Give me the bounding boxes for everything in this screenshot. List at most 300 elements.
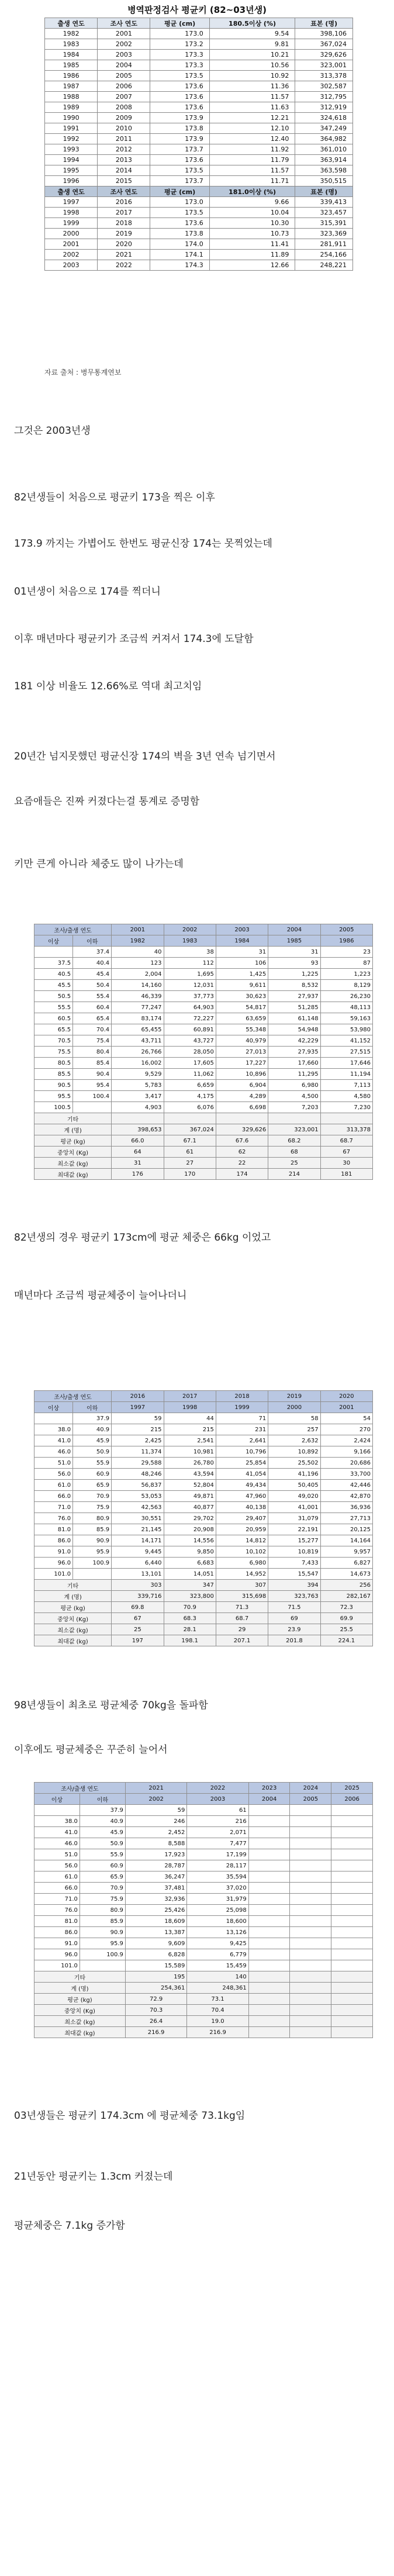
table-cell: 248,361 (187, 1983, 248, 1994)
table-cell: 11.79 (209, 155, 295, 165)
table-row (34, 1883, 373, 1894)
table-cell (331, 1805, 373, 1816)
table-cell: 56,837 (112, 1480, 164, 1491)
table-cell: 72.3 (320, 1602, 372, 1613)
table-cell: 43,711 (112, 1035, 164, 1047)
table-cell: 1997 (45, 197, 98, 208)
column-header: 평균 (cm) (150, 18, 209, 29)
column-header: 출생 연도 (45, 18, 98, 29)
table-cell (331, 1949, 373, 1960)
table-row (45, 239, 353, 250)
table-cell: 66.0 (112, 1135, 164, 1147)
table-row-other (34, 1580, 373, 1591)
column-header: 표본 (명) (295, 187, 353, 197)
table-row (34, 1805, 373, 1816)
table-row (34, 969, 373, 980)
column-header: 이상 (34, 935, 73, 947)
table-cell: 2,452 (125, 1827, 186, 1838)
table-cell: 31 (216, 947, 268, 958)
table-cell: 12,031 (164, 980, 216, 991)
row-label: 기타 (34, 1580, 112, 1591)
table-cell: 53,053 (112, 1491, 164, 1502)
table-cell: 2,424 (320, 1435, 372, 1446)
table-cell (248, 1994, 290, 2005)
table-row (34, 1546, 373, 1558)
paragraph: 173.9 까지는 가볍어도 한번도 평균신장 174는 못찍었는데 (14, 538, 272, 550)
table-cell: 25,854 (216, 1458, 268, 1469)
table-cell: 61,148 (268, 1013, 320, 1024)
table-cell: 2005 (98, 71, 150, 81)
table-row-total (34, 1591, 373, 1602)
table-cell: 173.6 (150, 81, 209, 92)
table-cell: 76.0 (34, 1905, 80, 1916)
table-cell: 1,695 (164, 969, 216, 980)
table-cell (331, 1838, 373, 1849)
table-cell: 59,163 (320, 1013, 372, 1024)
table-cell: 2,071 (187, 1827, 248, 1838)
table-row (45, 197, 353, 208)
table-cell (216, 1113, 268, 1124)
table-row (45, 123, 353, 134)
table-cell: 49,871 (164, 1491, 216, 1502)
table-cell: 65,455 (112, 1024, 164, 1035)
table-cell: 2022 (98, 260, 150, 271)
table-cell: 55.5 (34, 1002, 73, 1013)
table-cell: 72,227 (164, 1013, 216, 1024)
table-cell: 347 (164, 1580, 216, 1591)
table-cell: 323,457 (295, 208, 353, 218)
table-cell (248, 1871, 290, 1883)
table-cell: 198.1 (164, 1635, 216, 1646)
table-cell: 9.66 (209, 197, 295, 208)
table-cell (248, 1916, 290, 1927)
column-header: 2023 (248, 1783, 290, 1794)
column-header: 표본 (명) (295, 18, 353, 29)
table-cell: 2021 (98, 250, 150, 260)
paragraph: 이후에도 평균체중은 꾸준히 늘어서 (14, 1744, 168, 1756)
table-row (34, 1558, 373, 1569)
table-cell: 49,020 (268, 1491, 320, 1502)
row-label: 최대값 (kg) (34, 1169, 112, 1180)
table-cell: 64 (112, 1147, 164, 1158)
table-row (45, 155, 353, 165)
table-cell: 42,870 (320, 1491, 372, 1502)
table-cell: 27,937 (268, 991, 320, 1002)
table-cell (290, 1916, 331, 1927)
table-cell: 80.9 (80, 1905, 125, 1916)
table-row (34, 1960, 373, 1971)
table-cell: 10,892 (268, 1446, 320, 1458)
table-cell: 1992 (45, 134, 98, 144)
column-header: 2003 (187, 1794, 248, 1805)
table-row (34, 1069, 373, 1080)
column-header: 2004 (268, 924, 320, 935)
table-cell: 50.5 (34, 991, 73, 1002)
table-row (45, 229, 353, 239)
table-cell: 71.3 (216, 1602, 268, 1613)
weight-table-1982-1986 (34, 924, 373, 1180)
table-cell: 7,230 (320, 1102, 372, 1113)
table-cell: 17,199 (187, 1849, 248, 1860)
table-row (34, 1894, 373, 1905)
table-cell: 51.0 (34, 1849, 80, 1860)
table-row (34, 1524, 373, 1535)
table-cell: 10.04 (209, 208, 295, 218)
table-row (34, 1569, 373, 1580)
table-cell: 90.5 (34, 1080, 73, 1091)
table-cell: 60.5 (34, 1013, 73, 1024)
table-cell: 23 (320, 947, 372, 958)
table-cell: 8,129 (320, 980, 372, 991)
table-row (45, 176, 353, 187)
table-cell: 36,936 (320, 1502, 372, 1513)
table-cell: 67.6 (216, 1135, 268, 1147)
table-cell: 282,167 (320, 1591, 372, 1602)
table-cell (248, 1860, 290, 1871)
table-cell: 41,196 (268, 1469, 320, 1480)
table-cell: 1,223 (320, 969, 372, 980)
table-cell: 42,229 (268, 1035, 320, 1047)
table-cell: 173.3 (150, 60, 209, 71)
table-cell: 61.0 (34, 1480, 73, 1491)
table-cell: 11.92 (209, 144, 295, 155)
table-cell: 1999 (45, 218, 98, 229)
table-cell: 83,174 (112, 1013, 164, 1024)
table-row-total (34, 1124, 373, 1135)
row-label: 계 (명) (34, 1124, 112, 1135)
paragraph: 82년생의 경우 평균키 173cm에 평균 체중은 66kg 이었고 (14, 1232, 271, 1244)
table-cell: 339,413 (295, 197, 353, 208)
table-cell: 2000 (45, 229, 98, 239)
table-row-stat (34, 1158, 373, 1169)
table-cell: 25,098 (187, 1905, 248, 1916)
column-header: 1998 (164, 1402, 216, 1413)
table-cell (331, 2005, 373, 2016)
table-cell: 398,106 (295, 29, 353, 39)
paragraph: 요즘애들은 진짜 커졌다는걸 통계로 증명함 (14, 796, 200, 807)
table-cell: 21,145 (112, 1524, 164, 1535)
table-row (34, 1838, 373, 1849)
table-row (34, 1413, 373, 1424)
table-cell: 41.0 (34, 1435, 73, 1446)
table-cell: 25,426 (125, 1905, 186, 1916)
table-cell: 174 (216, 1169, 268, 1180)
table-cell: 2019 (98, 229, 150, 239)
table-cell (331, 1860, 373, 1871)
table-row-stat (34, 2016, 373, 2027)
table-cell (290, 1971, 331, 1983)
table-cell: 315,391 (295, 218, 353, 229)
table-cell: 41,054 (216, 1469, 268, 1480)
table-cell: 70.5 (34, 1035, 73, 1047)
table-cell: 25,502 (268, 1458, 320, 1469)
table-cell: 101.0 (34, 1960, 80, 1971)
table-cell: 11.41 (209, 239, 295, 250)
table-cell (331, 1883, 373, 1894)
table-cell: 14,673 (320, 1569, 372, 1580)
table-cell (290, 2016, 331, 2027)
table-cell: 18,600 (187, 1916, 248, 1927)
table-cell (290, 1927, 331, 1938)
paragraph: 98년생들이 최초로 평균체중 70kg을 돌파함 (14, 1700, 208, 1711)
table-cell: 7,203 (268, 1102, 320, 1113)
table-cell: 20,908 (164, 1524, 216, 1535)
table-cell: 61 (164, 1147, 216, 1158)
table-cell: 9.54 (209, 29, 295, 39)
table-cell: 173.8 (150, 229, 209, 239)
table-row (34, 958, 373, 969)
table-cell: 17,646 (320, 1058, 372, 1069)
table-cell: 173.0 (150, 29, 209, 39)
table-cell: 254,361 (125, 1983, 186, 1994)
table-cell: 95.4 (73, 1080, 112, 1091)
table-cell: 4,903 (112, 1102, 164, 1113)
table-cell: 224.1 (320, 1635, 372, 1646)
table-cell: 30,623 (216, 991, 268, 1002)
table-cell: 10.21 (209, 50, 295, 60)
table-cell: 100.5 (34, 1102, 73, 1113)
table-cell: 50.9 (80, 1838, 125, 1849)
table-cell: 10,102 (216, 1546, 268, 1558)
table-cell (248, 1827, 290, 1838)
row-label: 최소값 (kg) (34, 2016, 126, 2027)
table-cell: 256 (320, 1580, 372, 1591)
table-cell: 48,113 (320, 1002, 372, 1013)
table-row (34, 1949, 373, 1960)
table-cell: 76.0 (34, 1513, 73, 1524)
table-cell: 215 (164, 1424, 216, 1435)
table-cell: 216 (187, 1816, 248, 1827)
column-header: 2016 (112, 1391, 164, 1402)
table-cell: 2001 (98, 29, 150, 39)
table-cell (34, 1805, 80, 1816)
table-cell: 2,641 (216, 1435, 268, 1446)
table-cell: 37.9 (73, 1413, 112, 1424)
row-label: 최소값 (kg) (34, 1624, 112, 1635)
source-note: 자료 출처 : 병무통계연보 (44, 368, 122, 377)
table-cell: 2010 (98, 123, 150, 134)
table-cell: 367,024 (295, 39, 353, 50)
table-cell: 215 (112, 1424, 164, 1435)
column-header: 1984 (216, 935, 268, 947)
table-cell (290, 1938, 331, 1949)
table-cell: 26,230 (320, 991, 372, 1002)
table-cell: 246 (125, 1816, 186, 1827)
table-cell: 270 (320, 1424, 372, 1435)
table-cell (331, 1916, 373, 1927)
table-cell: 60.4 (73, 1002, 112, 1013)
table-row (34, 1927, 373, 1938)
table-cell: 1996 (45, 176, 98, 187)
table-cell: 6,779 (187, 1949, 248, 1960)
table-row-stat (34, 1624, 373, 1635)
table-row-stat (34, 1135, 373, 1147)
table-cell: 6,980 (216, 1558, 268, 1569)
table-cell: 6,828 (125, 1949, 186, 1960)
table-cell: 1991 (45, 123, 98, 134)
table-cell: 2018 (98, 218, 150, 229)
table-cell: 90.4 (73, 1069, 112, 1080)
table-cell: 65.5 (34, 1024, 73, 1035)
table-cell (290, 1827, 331, 1838)
table-cell: 1987 (45, 81, 98, 92)
column-header: 2000 (268, 1402, 320, 1413)
table-cell: 26,780 (164, 1458, 216, 1469)
table-cell: 80.9 (73, 1513, 112, 1524)
table-cell: 195 (125, 1971, 186, 1983)
column-header: 2022 (187, 1783, 248, 1794)
table-cell: 42,563 (112, 1502, 164, 1513)
table-cell: 54,948 (268, 1024, 320, 1035)
table-cell: 10.30 (209, 218, 295, 229)
table-cell: 25.5 (320, 1624, 372, 1635)
table-cell: 10.56 (209, 60, 295, 71)
table-cell: 216.9 (125, 2027, 186, 2038)
table-cell: 85.9 (73, 1524, 112, 1535)
table-cell: 70.9 (80, 1883, 125, 1894)
table-cell: 2002 (45, 250, 98, 260)
table-cell: 45.5 (34, 980, 73, 991)
table-cell: 100.9 (73, 1558, 112, 1569)
table-cell: 4,175 (164, 1091, 216, 1102)
table-row-total (34, 1983, 373, 1994)
table-cell: 254,166 (295, 250, 353, 260)
table-row (45, 250, 353, 260)
table-cell (248, 2005, 290, 2016)
table-cell: 1993 (45, 144, 98, 155)
column-header: 2024 (290, 1783, 331, 1794)
column-header: 조사/출생 연도 (34, 924, 112, 935)
table-cell: 1985 (45, 60, 98, 71)
table-cell: 70.3 (125, 2005, 186, 2016)
table-cell: 2017 (98, 208, 150, 218)
table-row (34, 1491, 373, 1502)
table-cell: 2009 (98, 113, 150, 123)
table-cell: 8,588 (125, 1838, 186, 1849)
table-cell (290, 1994, 331, 2005)
table-row (34, 991, 373, 1002)
table-row (45, 134, 353, 144)
table-row (34, 1916, 373, 1927)
table-cell: 27,013 (216, 1047, 268, 1058)
table-cell: 339,716 (112, 1591, 164, 1602)
table-cell: 51.0 (34, 1458, 73, 1469)
table-cell: 17,923 (125, 1849, 186, 1860)
table-cell: 13,387 (125, 1927, 186, 1938)
table-cell: 50.4 (73, 980, 112, 991)
column-header: 2025 (331, 1783, 373, 1794)
table-cell: 37,773 (164, 991, 216, 1002)
table-cell: 174.1 (150, 250, 209, 260)
table-cell: 70.4 (73, 1024, 112, 1035)
table-cell: 329,626 (216, 1124, 268, 1135)
table-cell: 2001 (45, 239, 98, 250)
table-row (34, 1860, 373, 1871)
column-header: 2017 (164, 1391, 216, 1402)
table-cell: 22,191 (268, 1524, 320, 1535)
column-header: 2004 (248, 1794, 290, 1805)
table-cell: 40 (112, 947, 164, 958)
table-cell: 41,001 (268, 1502, 320, 1513)
table-cell: 307 (216, 1580, 268, 1591)
table-cell: 56.0 (34, 1860, 80, 1871)
table-cell: 71.5 (268, 1602, 320, 1613)
table-cell: 2015 (98, 176, 150, 187)
table-cell: 13,101 (112, 1569, 164, 1580)
table-row (45, 71, 353, 81)
table-cell: 55.9 (80, 1849, 125, 1860)
table-cell: 90.9 (73, 1535, 112, 1546)
table-cell: 11.71 (209, 176, 295, 187)
table-row (34, 1513, 373, 1524)
table-cell: 16,002 (112, 1058, 164, 1069)
table-cell: 363,598 (295, 165, 353, 176)
row-label: 최대값 (kg) (34, 2027, 126, 2038)
table-cell: 12.66 (209, 260, 295, 271)
table-cell (290, 1849, 331, 1860)
table-cell: 313,378 (295, 71, 353, 81)
table-cell: 12.21 (209, 113, 295, 123)
table-cell: 10.73 (209, 229, 295, 239)
column-header: 1997 (112, 1402, 164, 1413)
table-row (34, 1013, 373, 1024)
table-cell: 50,405 (268, 1480, 320, 1491)
table-cell: 9,850 (164, 1546, 216, 1558)
table-cell: 173.6 (150, 92, 209, 102)
table-cell: 38.0 (34, 1816, 80, 1827)
table-cell: 56.0 (34, 1469, 73, 1480)
table-cell: 60,891 (164, 1024, 216, 1035)
table-cell: 40.9 (73, 1424, 112, 1435)
table-cell: 9,529 (112, 1069, 164, 1080)
table-cell: 11.57 (209, 92, 295, 102)
table-row-stat (34, 1169, 373, 1180)
table-row-stat (34, 1613, 373, 1624)
table-cell: 11.89 (209, 250, 295, 260)
paragraph: 그것은 2003년생 (14, 425, 91, 437)
paragraph: 매년마다 조금씩 평균체중이 늘어나더니 (14, 1290, 187, 1301)
weight-table-2002-2006 (34, 1782, 373, 2038)
table-cell: 38 (164, 947, 216, 958)
table-cell (331, 2027, 373, 2038)
table-cell: 11.36 (209, 81, 295, 92)
table-cell (331, 2016, 373, 2027)
table-cell: 313,378 (320, 1124, 372, 1135)
table-cell: 302,587 (295, 81, 353, 92)
table-cell: 70.4 (187, 2005, 248, 2016)
table-cell: 54,817 (216, 1002, 268, 1013)
table-cell: 37.5 (34, 958, 73, 969)
table-cell: 59 (112, 1413, 164, 1424)
table-cell: 9,445 (112, 1546, 164, 1558)
table-row-stat (34, 1602, 373, 1613)
table-cell: 174.3 (150, 260, 209, 271)
table-cell: 363,914 (295, 155, 353, 165)
table-cell: 64,903 (164, 1002, 216, 1013)
table-row-stat (34, 1635, 373, 1646)
table-cell: 2,632 (268, 1435, 320, 1446)
table-row (45, 60, 353, 71)
table-cell: 10,896 (216, 1069, 268, 1080)
table-cell: 173.3 (150, 50, 209, 60)
table-cell (248, 1816, 290, 1827)
table-cell (331, 1971, 373, 1983)
table-cell: 106 (216, 958, 268, 969)
table-cell: 1983 (45, 39, 98, 50)
table-cell: 7,477 (187, 1838, 248, 1849)
table-cell: 9,611 (216, 980, 268, 991)
table-cell (268, 1113, 320, 1124)
